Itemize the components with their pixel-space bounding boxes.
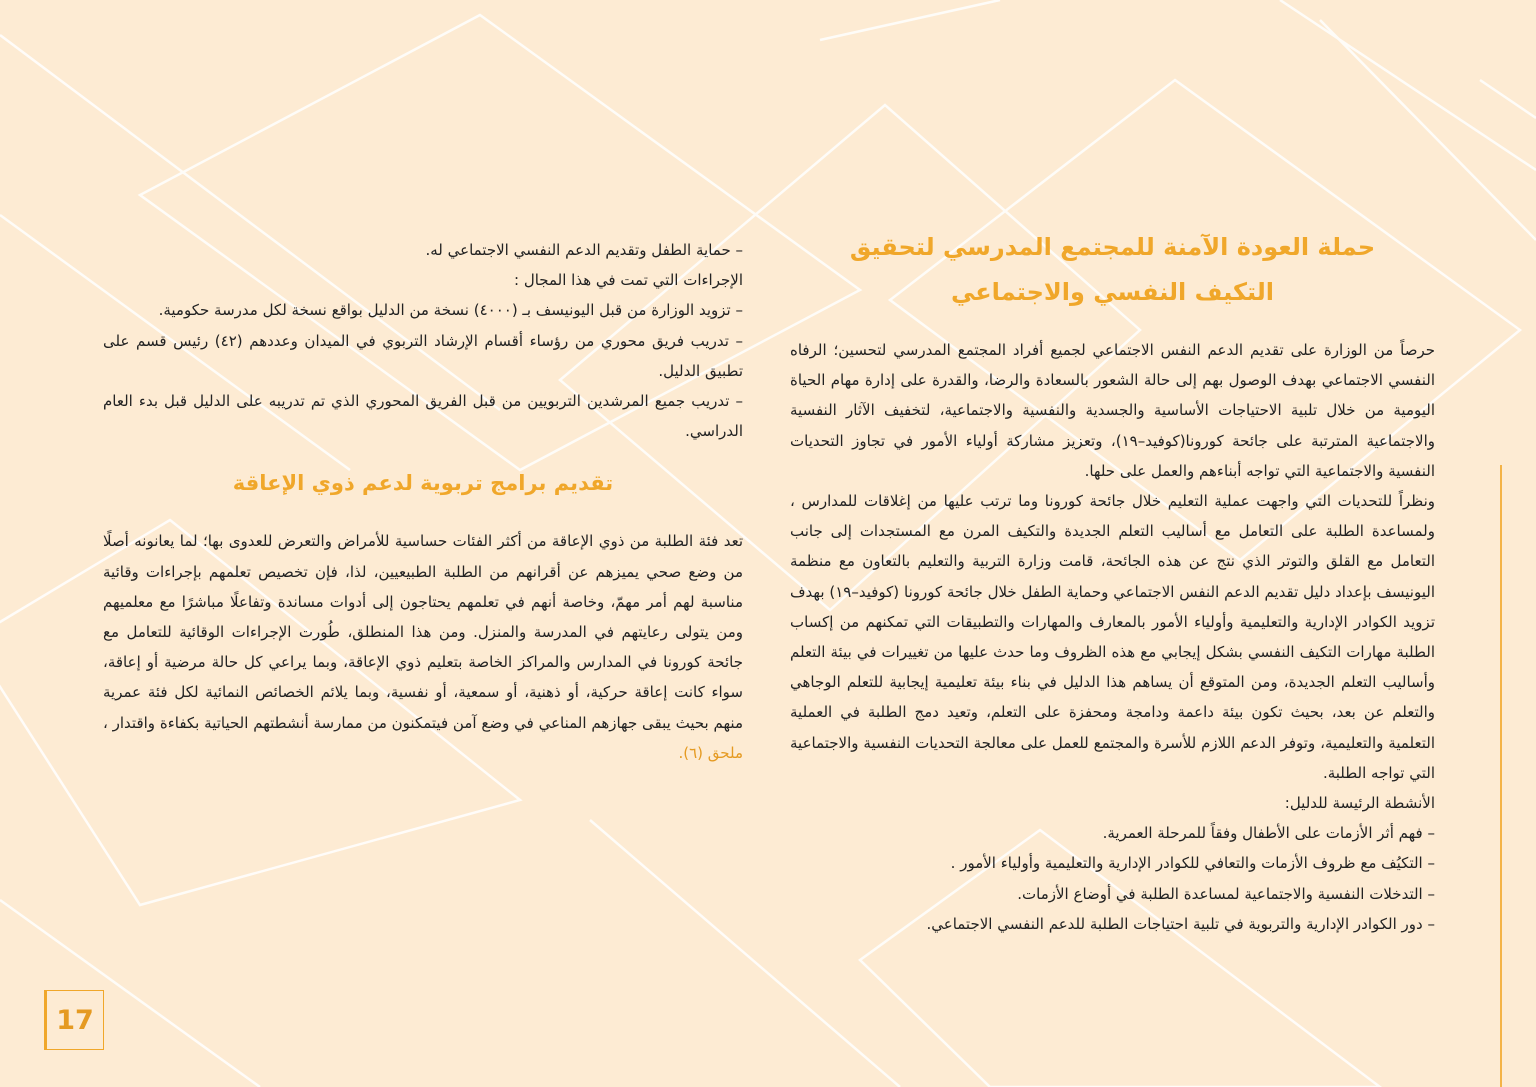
right-column: [790, 225, 1435, 939]
bg-diagonal-line: [1320, 20, 1536, 240]
list-item: – التدخلات النفسية والاجتماعية لمساعدة الطلبة في أوضاع الأزمات.: [790, 879, 1435, 909]
page-number-box: [44, 990, 104, 1050]
campaign-intro-paragraph: حرصاً من الوزارة على تقديم الدعم النفس الاجتماعي لجميع أفراد المجتمع المدرسي لتحسين؛ الرفاه النفسي الاجتماعي بهدف الوصول بهم إلى حالة الشعور بالسعادة والرضا، والقدرة على إدارة مهام الحياة اليومية من خلال تلبية الاحتياجات الأساسية والجسدية والنفسية والاجتماعية، لتخفيف الآثار النفسية والاجتماعية المترتبة على جائحة كورونا(كوفيد–١٩)، وتعزيز مشاركة أولياء الأمور في تجاوز التحديات النفسية والاجتماعية التي تواجه أبناءهم والعمل على حلها.: [790, 341, 1435, 480]
guide-activities-intro: الأنشطة الرئيسة للدليل:: [1284, 794, 1435, 813]
disability-programs-paragraph: [103, 526, 743, 768]
list-item: – تدريب فريق محوري من رؤساء أقسام الإرشاد التربوي في الميدان وعددهم (٤٢) رئيس قسم على تطبيق الدليل.: [103, 326, 743, 386]
list-item: – دور الكوادر الإدارية والتربوية في تلبية احتياجات الطلبة للدعم النفسي الاجتماعي.: [790, 909, 1435, 939]
disability-paragraph-text: تعد فئة الطلبة من ذوي الإعاقة من أكثر الفئات حساسية للأمراض والتعرض للعدوى بها؛ لما يعانونه أصلًا من وضع صحي يميزهم عن أقرانهم من الطلبة الطبيعيين، لذا، فإن تخصيص تعلمهم بإجراءات وقائية مناسبة لهم أمر مهمّ، وخاصة أنهم في تعلمهم يحتاجون إلى أدوات مساندة وتفاعلًا مباشرًا مع معلميهم ومن يتولى رعايتهم في المدرسة والمنزل. ومن هذا المنطلق، طُورت الإجراءات الوقائية للتعامل مع جائحة كورونا في المدارس والمراكز الخاصة بتعليم ذوي الإعاقة، وبما يراعي كل حالة مرضية أو إعاقة، سواء كانت إعاقة حركية، أو ذهنية، أو سمعية، أو نفسية، وبما يلائم الخصائص النمائية لكل فئة عمرية منهم بحيث يبقى جهازهم المناعي في وضع آمن فيتمكنون من ممارسة أنشطتهم الحياتية بكفاءة واقتدار ،: [103, 532, 743, 732]
right-accent-line: [1500, 465, 1502, 1087]
list-item: – فهم أثر الأزمات على الأطفال وفقاً للمرحلة العمرية.: [790, 818, 1435, 848]
bg-diagonal-line: [0, 900, 260, 1087]
guide-activities-list: [790, 818, 1435, 939]
list-item: – تدريب جميع المرشدين التربويين من قبل الفريق المحوري الذي تم تدريبه على الدليل قبل بدء العام الدراسي.: [103, 386, 743, 446]
procedures-intro: الإجراءات التي تمت في هذا المجال :: [514, 271, 743, 290]
campaign-guide-paragraph: ونظراً للتحديات التي واجهت عملية التعليم خلال جائحة كورونا وما ترتب عليها من إغلاقات للمدارس ، ولمساعدة الطلبة على التعامل مع أساليب التعلم الجديدة والتكيف المرن مع المستجدات إلى جانب التعامل مع القلق والتوتر الذي نتج عن هذه الجائحة، قامت وزارة التربية والتعليم بالتعاون مع منظمة اليونيسف بإعداد دليل تقديم الدعم النفس الاجتماعي وحماية الطفل خلال جائحة كورونا (كوفيد–١٩) بهدف تزويد الكوادر الإدارية والتعليمية وأولياء الأمور بالمعارف والمهارات والتطبيقات التي تمكنهم من إكساب الطلبة مهارات التكيف النفسي بشكل إيجابي مع هذه الظروف وما حدث عليها من تغييرات في بيئة التعلم وأساليب التعلم الجديدة، ومن المتوقع أن يساهم هذا الدليل في بناء بيئة تعليمية إيجابية للتعلم الوجاهي والتعلم عن بعد، بحيث تكون بيئة داعمة ودامجة ومحفزة على التعلم، وتعيد دمج الطلبة في العملية التعلمية والتعليمية، وتوفر الدعم اللازم للأسرة والمجتمع للعمل على معالجة التحديات النفسية والاجتماعية التي تواجه الطلبة.: [790, 492, 1435, 782]
procedures-list: [103, 295, 743, 446]
page-number: 17: [56, 1004, 94, 1036]
list-item: – التكيُف مع ظروف الأزمات والتعافي للكوادر الإدارية والتعليمية وأولياء الأمور .: [790, 848, 1435, 878]
continued-activities-list: [103, 235, 743, 265]
bg-diagonal-line: [1280, 0, 1536, 170]
bg-diagonal-line: [820, 0, 1000, 40]
safe-return-campaign-heading: حملة العودة الآمنة للمجتمع المدرسي لتحقيق التكيف النفسي والاجتماعي: [849, 233, 1376, 306]
annex-reference: ملحق (٦).: [678, 743, 743, 762]
list-item: – حماية الطفل وتقديم الدعم النفسي الاجتماعي له.: [103, 235, 743, 265]
disability-programs-heading: تقديم برامج تربوية لدعم ذوي الإعاقة: [232, 471, 614, 496]
left-column: [103, 235, 743, 768]
list-item: – تزويد الوزارة من قبل اليونيسف بـ (٤٠٠٠) نسخة من الدليل بواقع نسخة لكل مدرسة حكومية.: [103, 295, 743, 325]
bg-diagonal-line: [1480, 80, 1536, 118]
